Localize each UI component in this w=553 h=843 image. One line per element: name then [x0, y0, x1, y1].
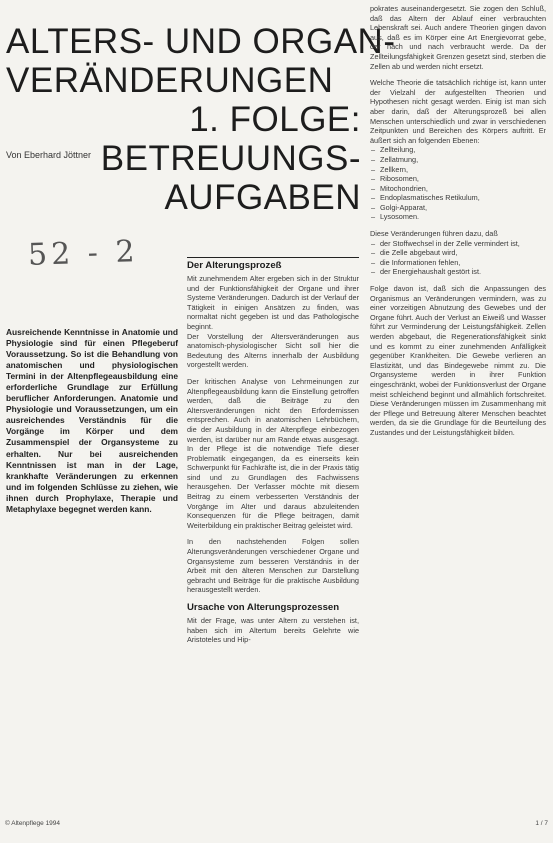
page-number: 1 / 7: [535, 820, 548, 827]
body-paragraph: Welche Theorie die tatsächlich richtige ist, kann unter der Vielzahl der aufgestellten Theorien und Hypothesen nicht gesagt werden. Einig ist man sich aber darin, daß der Alterungsprozeß bei allen Menschen unterschiedlich und zwar in verschiedenen Zeitpunkten und Bereichen des Körpers auftritt. Er äußert sich an folgenden Ebenen:: [370, 78, 546, 145]
heading-rule: [187, 257, 359, 258]
column-right: [370, 4, 546, 438]
consequence-list: [370, 239, 546, 277]
author-byline: Von Eberhard Jöttner: [6, 150, 92, 160]
list-item: – Zellkern,: [370, 165, 546, 175]
body-paragraph: Der kritischen Analyse von Lehrmeinungen zur Altenpflegeausbildung kann die Einstellung getroffen werden, daß die Beiträge zu den Altersveränderungen nicht den Erfordernissen entsprechen. Auch in anatomischen Lehrbüchern, die der Ausbildung in der Altenpflege einbezogen werden, ist darüber nur am Rande etwas ausgesagt. In der Pflege ist die notwendige Tiefe dieser Problematik eingegangen, da es einerseits kein Schwerpunkt für Fachkräfte ist, die in der Praxis tätig sind und zu Grundlagen des Fachwissens herausgehen. Der Verfasser möchte mit diesem Beitrag zu einem verbesserten Verständnis der Vorgänge im Alter und daraus abzuleitenden Konsequenzen für die Pflege beitragen, damit Weiterbildung ein praktischer Beitrag geleistet wird.: [187, 376, 359, 530]
section-heading-ursache: Ursache von Alterungsprozessen: [187, 602, 340, 613]
section-heading-alterungsprozess: Der Alterungsprozeß: [187, 260, 282, 271]
title-line-3: 1. FOLGE:: [189, 100, 361, 139]
footer-source: © Altenpflege 1994: [5, 820, 61, 827]
list-item: – Ribosomen,: [370, 174, 546, 184]
list-item: – Mitochondrien,: [370, 184, 546, 194]
list-item: – Zellteilung,: [370, 145, 546, 155]
list-item: – Endoplasmatisches Retikulum,: [370, 193, 546, 203]
list-item: – Lysosomen.: [370, 212, 546, 222]
list-item: – Zellatmung,: [370, 155, 546, 165]
body-paragraph: Der Vorstellung der Altersveränderungen aus anatomisch-physiologischer Sicht soll hier die Bedeutung des Alterns innerhalb der Ausbildung vorgestellt werden.: [187, 331, 359, 370]
list-item: – die Informationen fehlen,: [370, 258, 546, 268]
body-paragraph: Folge davon ist, daß sich die Anpassungen des Organismus an Veränderungen vermindern, was zu einer vorzeitigen Abnutzung des Gewebes und der Organe führt. Auch der Verlust an Eiweiß und Wasser führt zur Verminderung der Leistungsfähigkeit. Zellen werden abgebaut, die Regenerationsfähigkeit sinkt und es kommt zu einer zunehmenden Anfälligkeit gegenüber Krankheiten. Die Gewebe verlieren an Elastizität, und das Bindegewebe nimmt zu. Die Organsysteme werden in ihrer Funktion eingeschränkt, wobei der Funktionsverlust der Organe meist schleichend beginnt und allmählich fortschreitet. Diese Veränderungen müssen im Zusammenhang mit der Pflege und Betreuung älterer Menschen beachtet werden, da sie die Grundlage für die Beurteilung des Zustandes und der Leistungsfähigkeit bilden.: [370, 284, 546, 437]
title-line-4: BETREUUNGS-: [100, 139, 361, 178]
body-paragraph: Mit der Frage, was unter Altern zu verstehen ist, haben sich im Altertum bereits Gelehrte wie Aristoteles und Hip-: [187, 616, 359, 645]
body-paragraph: Mit zunehmendem Alter ergeben sich in der Struktur und der Funktionsfähigkeit der Organe und ihrer Systeme Veränderungen. Dadurch ist der Verlauf der Tätigkeit in einigen Ansätzen zu finden, was normaltat nicht gegeben ist und das Pathologische beginnt.: [187, 274, 359, 331]
handwritten-note: 52 - 2: [27, 234, 140, 273]
body-paragraph: pokrates auseinandergesetzt. Sie zogen den Schluß, daß das Altern der Ablauf einer verbrauchten Lebenskraft sei. Auch andere Theorien gingen davon aus, daß es im Körper eine Art Energievorrat gebe, der nach und nach verbraucht werde. Da der Zellteilungsfähigkeit Grenzen gesetzt sind, sterben die Zellen ab und werden nicht ersetzt.: [370, 4, 546, 71]
title-line-2: VERÄNDERUNGEN: [6, 61, 334, 100]
page-footer: [5, 820, 548, 827]
body-paragraph: Diese Veränderungen führen dazu, daß: [370, 229, 498, 239]
lead-paragraph: Ausreichende Kenntnisse in Anatomie und Physiologie sind für einen Pflegeberuf Voraussetzung. So ist die Behandlung von anatomischen und physiologischen Termini in der Altenpflegeausbildung eine erforderliche Grundlage zur Erfüllung beruflicher Anforderungen. Anatomie und Physiologie und Voraussetzungen, um ein ausreichendes Verständnis für die Vorgänge im Körper und dem Zusammenspiel der Organsysteme zu erhalten. Nur bei ausreichenden Kenntnissen ist man in der Lage, krankhafte Veränderungen zu erkennen und im folgenden Schlüsse zu ziehen, wie ihnen durch Prophylaxe, Therapie und Metaphylaxe begegnet werden kann.: [6, 327, 178, 514]
title-line-5: AUFGABEN: [164, 178, 361, 217]
body-paragraph: In den nachstehenden Folgen sollen Alterungsveränderungen verschiedener Organe und Organsysteme zum besseren Verständnis in der Arbeit mit den älteren Menschen zur Darstellung gebracht und Beiträge für die praktische Ausbildung herausgestellt werden.: [187, 537, 359, 595]
title-line-1: ALTERS- UND ORGAN-: [6, 22, 396, 61]
cell-level-list: [370, 145, 546, 222]
list-item: – der Energiehaushalt gestört ist.: [370, 267, 546, 277]
list-item: – die Zelle abgebaut wird,: [370, 248, 546, 258]
list-item: – Golgi-Apparat,: [370, 203, 546, 213]
column-middle: [187, 257, 359, 645]
list-item: – der Stoffwechsel in der Zelle vermindert ist,: [370, 239, 546, 249]
